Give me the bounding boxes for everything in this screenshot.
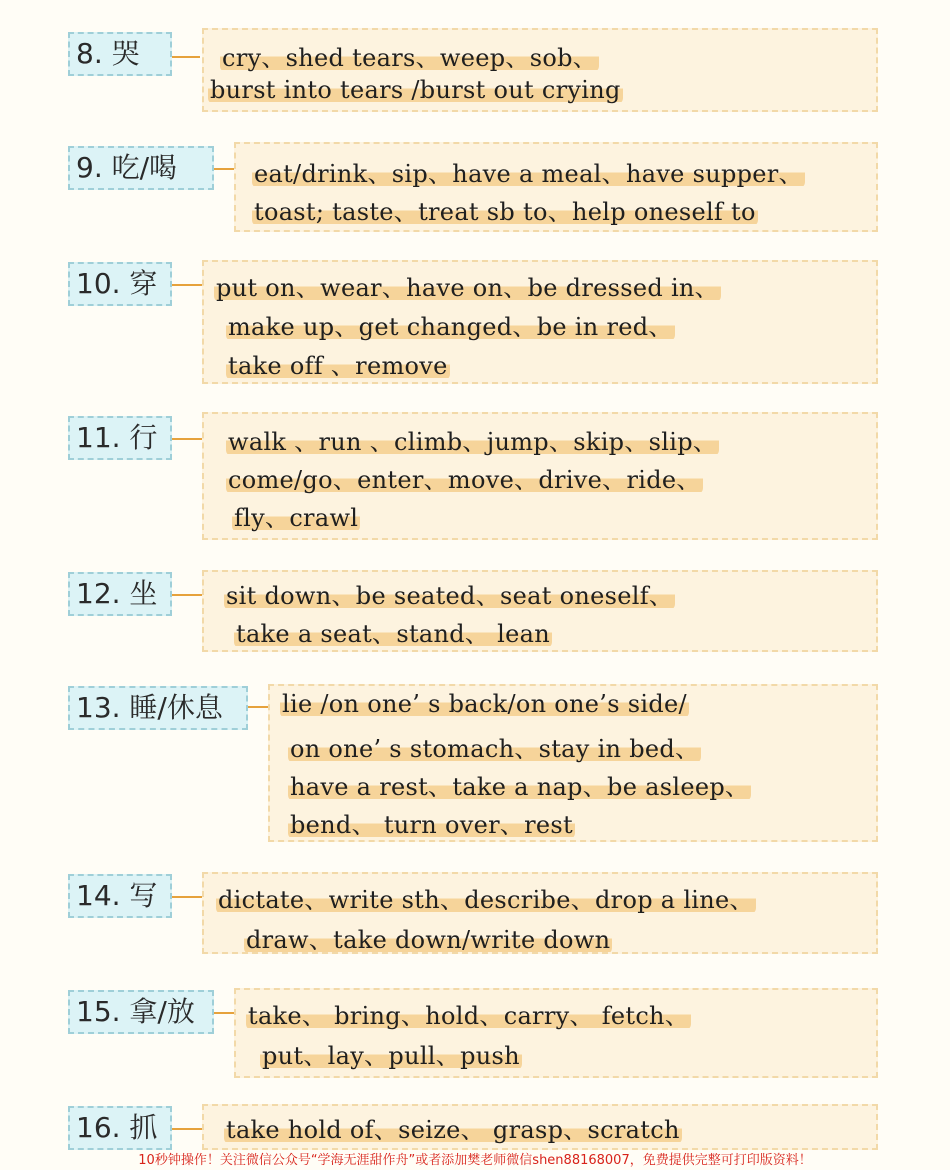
- entry-label: 12. 坐: [68, 572, 172, 616]
- entry-line: dictate、write sth、describe、drop a line、: [218, 886, 754, 914]
- entry-line: walk 、run 、climb、jump、skip、slip、: [228, 428, 718, 456]
- connector-line: [172, 284, 202, 286]
- entry-label: 9. 吃/喝: [68, 146, 214, 190]
- entry-label: 13. 睡/休息: [68, 686, 248, 730]
- entry-label: 15. 拿/放: [68, 990, 214, 1034]
- connector-line: [172, 56, 200, 58]
- entry-line: eat/drink、sip、have a meal、have supper、: [254, 160, 803, 188]
- entry-line: lie /on one’ s back/on one’s side/: [282, 690, 687, 718]
- entry-label: 10. 穿: [68, 262, 172, 306]
- entry-line: draw、take down/write down: [246, 926, 611, 954]
- entry-line: on one’ s stomach、stay in bed、: [290, 735, 700, 763]
- entry-line: take hold of、seize、 grasp、scratch: [226, 1116, 680, 1144]
- entry-label: 8. 哭: [68, 32, 172, 76]
- entry-label: 11. 行: [68, 416, 172, 460]
- entry-line: fly、crawl: [234, 504, 359, 532]
- connector-line: [172, 1128, 202, 1130]
- entry-line: put on、wear、have on、be dressed in、: [216, 274, 719, 302]
- entry-line: burst into tears /burst out crying: [210, 76, 621, 104]
- connector-line: [248, 706, 268, 708]
- connector-line: [172, 438, 202, 440]
- entry-label: 16. 抓: [68, 1106, 172, 1150]
- entry-line: take a seat、stand、 lean: [236, 620, 551, 648]
- entry-line: bend、 turn over、rest: [290, 811, 573, 839]
- entry-line: cry、shed tears、weep、sob、: [222, 44, 598, 72]
- connector-line: [172, 896, 202, 898]
- entry-line: take off 、remove: [228, 352, 448, 380]
- connector-line: [214, 168, 234, 170]
- entry-label: 14. 写: [68, 874, 172, 918]
- connector-line: [172, 594, 202, 596]
- footer-notice: 10秒钟操作！关注微信公众号“学海无涯甜作舟”或者添加樊老师微信shen88168007，免费提供完整可打印版资料！: [138, 1153, 812, 1168]
- entry-line: have a rest、take a nap、be asleep、: [290, 773, 750, 801]
- entry-line: put、lay、pull、push: [262, 1042, 520, 1070]
- entry-line: come/go、enter、move、drive、ride、: [228, 466, 701, 494]
- entry-line: take、 bring、hold、carry、 fetch、: [248, 1002, 690, 1030]
- entry-line: make up、get changed、be in red、: [228, 313, 673, 341]
- connector-line: [214, 1012, 234, 1014]
- entry-line: sit down、be seated、seat oneself、: [226, 582, 674, 610]
- entry-line: toast; taste、treat sb to、help oneself to: [254, 198, 756, 226]
